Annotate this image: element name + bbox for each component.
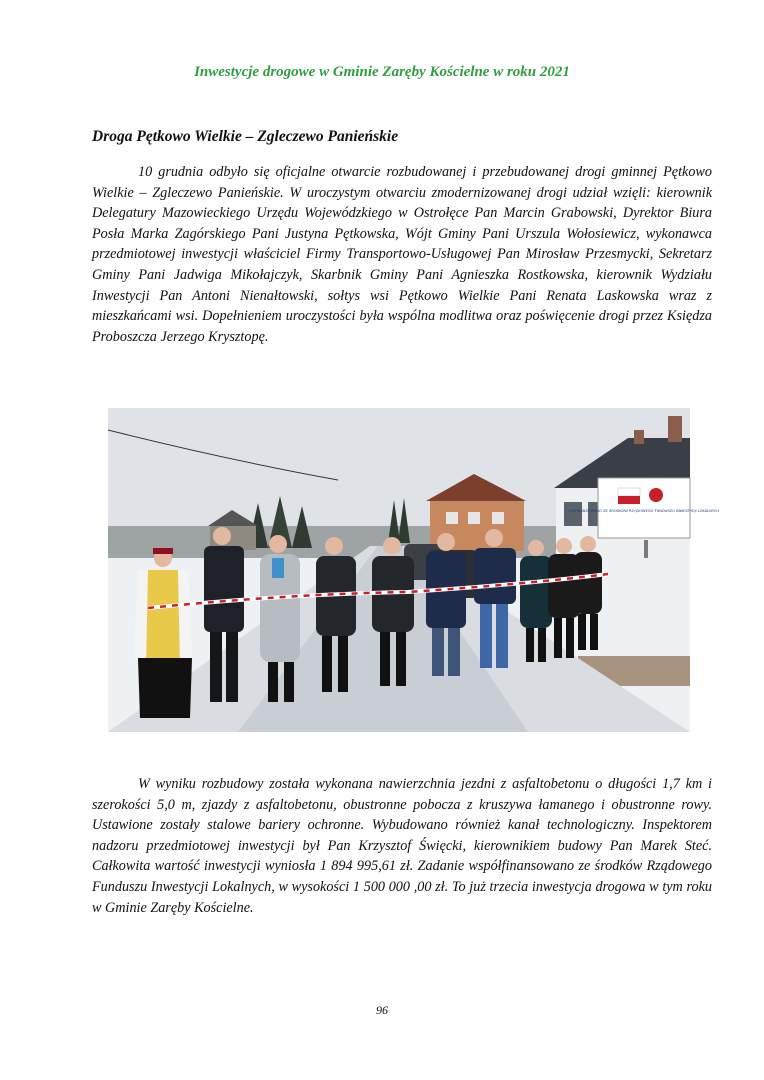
- sign-text: DOFINANSOWANO ZE ŚRODKÓW RZĄDOWEGO FUNDUSZU INWESTYCJI LOKALNYCH: [568, 509, 720, 513]
- paragraph-investment-details: W wyniku rozbudowy została wykonana nawierzchnia jezdni z asfaltobetonu o długości 1,7 km i szerokości 5,0 m, zjazdy z asfaltobetonu, obustronne pobocza z kruszywa łamanego i obustronne rowy. Ustawione zostały stalowe bariery ochronne. Wybudowano również kanał technologiczny. Inspektorem nadzoru przedmiotowej inwestycji był Pan Krzysztof Święcki, kierownikiem budowy Pan Marek Steć. Całkowita wartość inwestycji wyniosła 1 894 995,61 zł. Zadanie współfinansowano ze środków Rządowego Funduszu Inwestycji Lokalnych, w wysokości 1 500 000 ,00 zł. To już trzecia inwestycja drogowa w tym roku w Gminie Zaręby Kościelne.: [92, 776, 712, 916]
- ceremony-photo: [108, 408, 720, 732]
- page-number: 96: [376, 1003, 388, 1017]
- section-title: Droga Pętkowo Wielkie – Zgleczewo Panieńskie: [92, 128, 399, 145]
- ceremony-photo-illustration: [108, 408, 720, 732]
- page-header-title: Inwestycje drogowe w Gminie Zaręby Kościelne w roku 2021: [194, 64, 570, 80]
- paragraph-opening-ceremony: 10 grudnia odbyło się oficjalne otwarcie rozbudowanej i przebudowanej drogi gminnej Pętkowo Wielkie – Zgleczewo Panieńskie. W uroczystym otwarciu zmodernizowanej drogi udział wzięli: kierownik Delegatury Mazowieckiego Urzędu Wojewódzkiego w Ostrołęce Pan Marcin Grabowski, Dyrektor Biura Posła Marka Zagórskiego Pani Justyna Pętkowska, Wójt Gminy Pani Urszula Wołosiewicz, wykonawca przedmiotowej inwestycji właściciel Firmy Transportowo-Usługowej Pan Mirosław Przesmycki, Sekretarz Gminy Pani Jadwiga Mikołajczyk, Skarbnik Gminy Pani Agnieszka Rostkowska, kierownik Wydziału Inwestycji Pan Antoni Nienałtowski, sołtys wsi Pętkowo Wielkie Pani Renata Laskowska wraz z mieszkańcami wsi. Dopełnieniem uroczystości była wspólna modlitwa oraz poświęcenie drogi przez Księdza Proboszcza Jerzego Krysztopę.: [92, 164, 712, 345]
